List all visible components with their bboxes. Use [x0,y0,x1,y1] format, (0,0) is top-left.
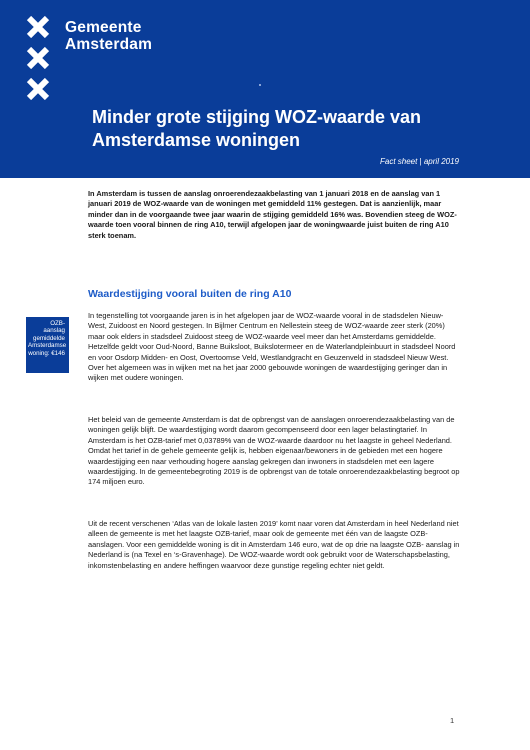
body-paragraph: In tegenstelling tot voorgaande jaren is in het afgelopen jaar de WOZ-waarde vooral in de stadsdelen Nieuw-West, Zuidoost en Noord gestegen. In Bijlmer Centrum en Nellestein steeg de WOZ-waarde zeer sterk (20%) maar ook elders in stadsdeel Zuidoost steeg de WOZ-waarde veel meer dan het Amsterdams gemiddelde. Hetzelfde geldt voor Oud-Noord, Banne Buiksloot, Buikslotermeer en de Waterlandpleinbuurt in stadsdeel Noord en voor Osdorp Midden- en Oost, Overtoomse Veld, Westlandgracht en Geuzenveld in stadsdeel Nieuw West. Over het algemeen was in wijken met na het jaar 2000 gebouwde woningen de waardestijging geringer dan in wijken met oudere woningen. [88,311,456,383]
cross-icon [26,78,50,100]
amsterdam-crosses-icon [26,16,52,109]
page-number: 1 [450,716,455,725]
page-title: Minder grote stijging WOZ-waarde van Amsterdamse woningen [92,107,422,150]
cross-icon [26,47,50,69]
factsheet-label: Fact sheet | april 2019 [379,157,459,166]
section-heading: Waardestijging vooral buiten de ring A10 [88,288,292,300]
body-paragraph: Het beleid van de gemeente Amsterdam is dat de opbrengst van de aanslagen onroerendezaakbelasting van de woningen gelijk blijft. De waardestijging wordt daarom gecompenseerd door een lager belastingtarief. In Amsterdam is het OZB-tarief met 0,03789% van de WOZ-waarde daardoor nu het laagste in geheel Nederland. Omdat het tarief in de gehele gemeente gelijk is, hebben eigenaar/bewoners in de gebieden met een hogere waardestijging een naar verhouding hogere aanslag gekregen dan inwoners in stadsdelen met een lagere waardestijging. In de gemeentebegroting 2019 is de opbrengst van de totale onroerendezaakbelasting begroot op 174 miljoen euro. [88,415,460,487]
organization-name-line2: Amsterdam [65,36,153,53]
organization-name [65,19,152,53]
decorative-dot [259,84,261,86]
ozb-highlight-box: OZB- aanslag gemiddelde Amsterdamse woning: €146 [26,317,69,373]
body-paragraph: Uit de recent verschenen ‘Atlas van de lokale lasten 2019’ komt naar voren dat Amsterdam in heel Nederland niet alleen de gemeente is met het laagste OZB-tarief, maar ook de gemeente met één van de laagste OZB-aanslagen. Voor een gemiddelde woning is dit in Amsterdam 146 euro, wat de op drie na laagste OZB- aanslag in Nederland is (na Texel en ‘s-Gravenhage). De WOZ-waarde wordt ook gebruikt voor de Waterschapsbelasting, inkomstenbelasting en andere heffingen waarvoor deze gunstige regeling echter niet geldt. [88,519,460,570]
cross-icon [26,16,50,38]
intro-paragraph: In Amsterdam is tussen de aanslag onroerendezaakbelasting van 1 januari 2018 en de aanslag van 1 januari 2019 de WOZ-waarde van de woningen met gemiddeld 11% gestegen. Dat is aanzienlijk, maar minder dan in de voorgaande twee jaar waarin de stijging gemiddeld 16% was. Bovendien steeg de WOZ-waarde toen vooral binnen de ring A10, terwijl afgelopen jaar de woningwaarde juist buiten de ring A10 sterk toenam. [88,189,457,240]
header-band [0,0,530,178]
organization-name-line1: Gemeente [65,19,142,36]
